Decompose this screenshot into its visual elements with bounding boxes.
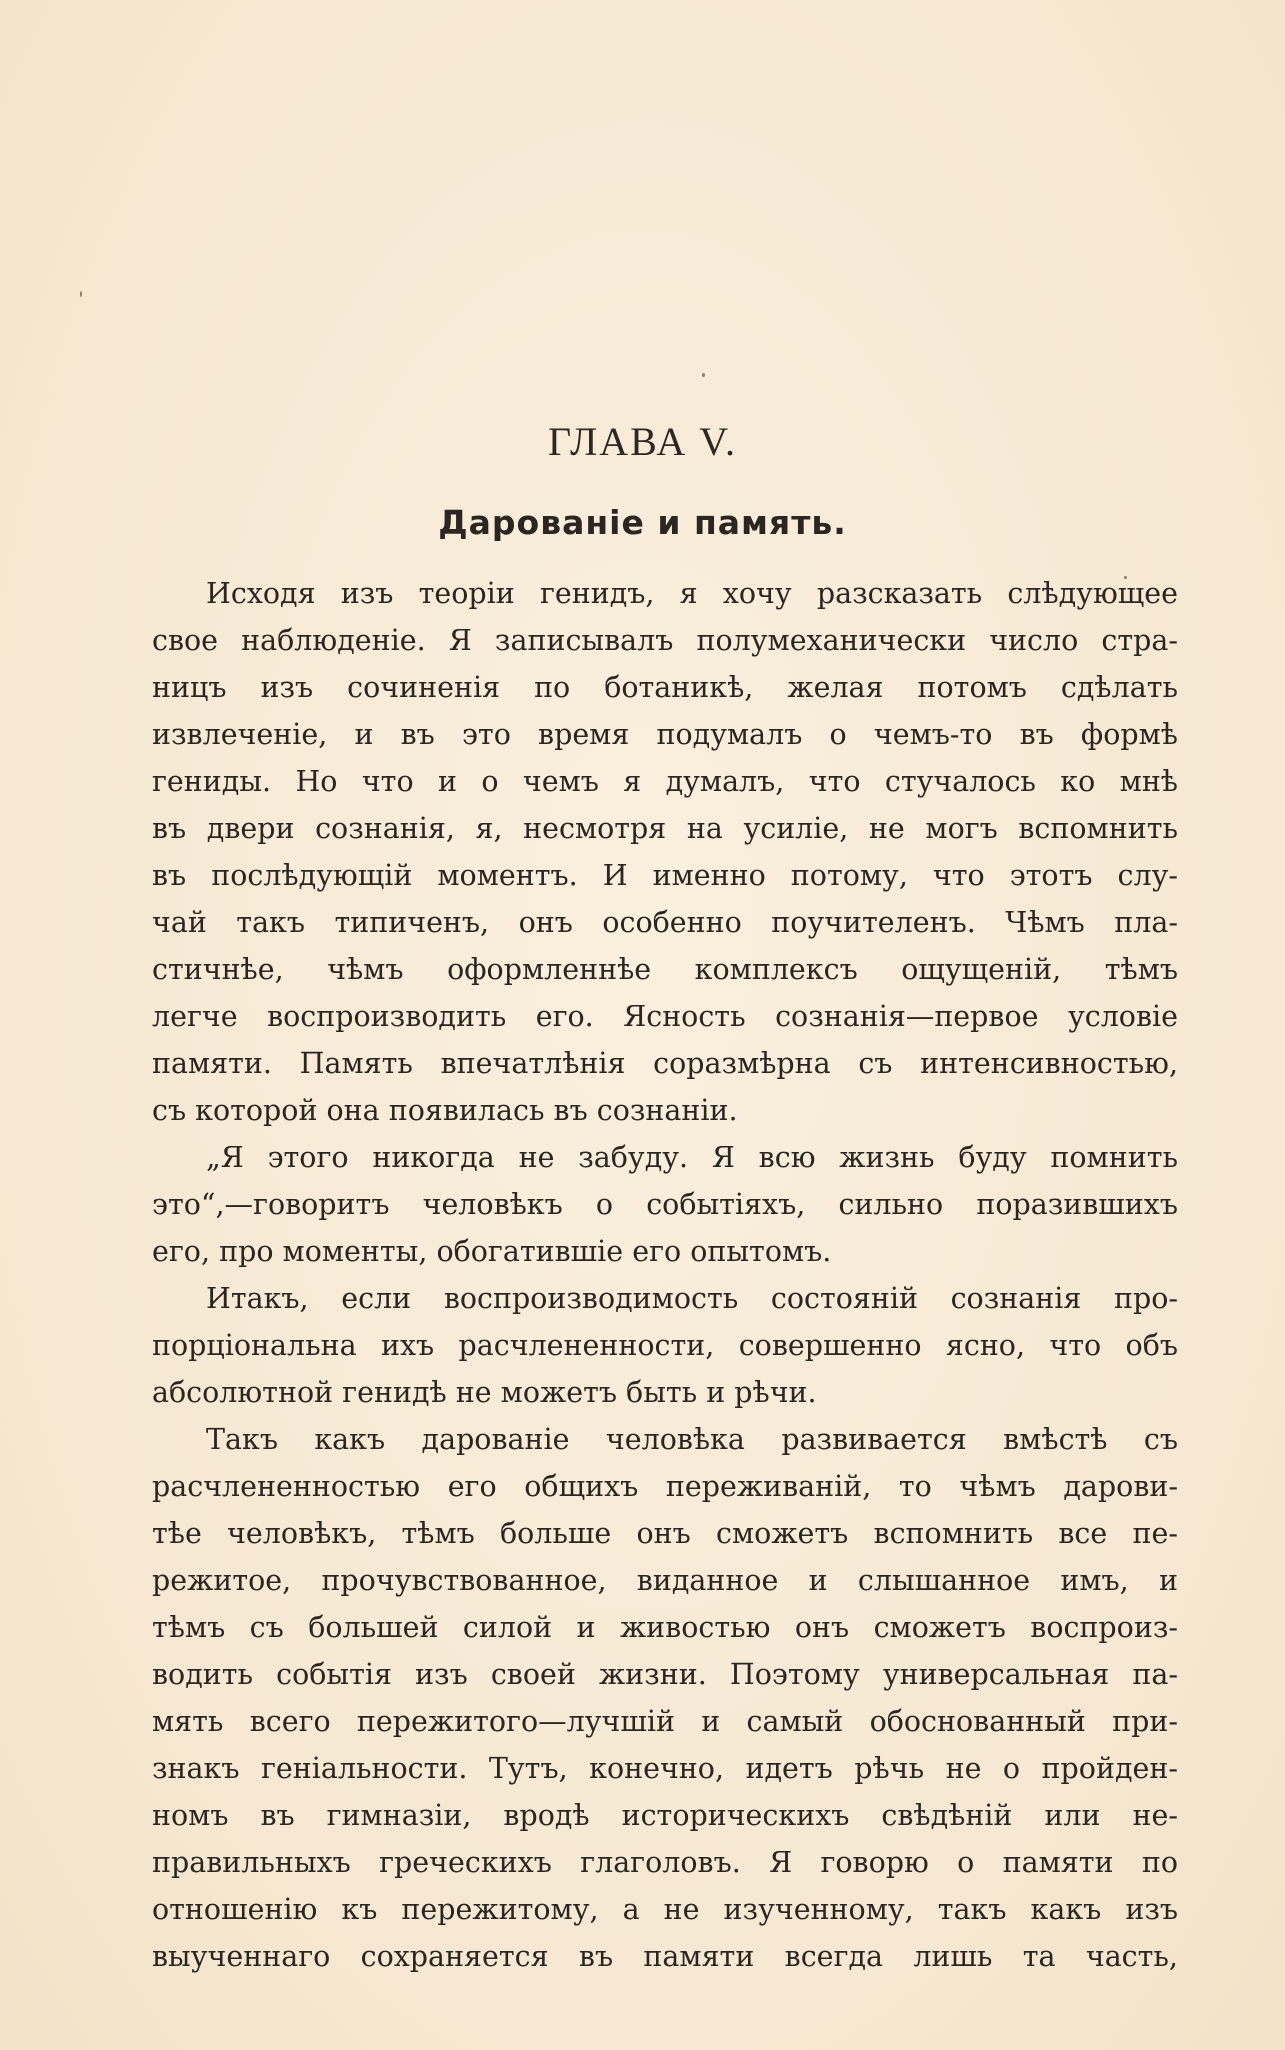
text-line: стичнѣе, чѣмъ оформленнѣе комплексъ ощущеній, тѣмъ [152, 953, 1178, 986]
text-line: легче воспроизводить его. Ясность сознанія—первое условіе [152, 1000, 1178, 1033]
text-line: режитое, прочувствованное, виданное и слышанное имъ, и [152, 1564, 1178, 1597]
text-line: Такъ какъ дарованіе человѣка развивается вмѣстѣ съ [206, 1423, 1178, 1456]
text-line: тѣе человѣкъ, тѣмъ больше онъ сможетъ вспомнить все пе- [152, 1517, 1178, 1550]
text-line: его, про моменты, обогатившіе его опытомъ. [152, 1235, 832, 1268]
text-line: тѣмъ съ большей силой и живостью онъ сможетъ воспроиз- [152, 1611, 1178, 1644]
text-line: ницъ изъ сочиненія по ботаникѣ, желая потомъ сдѣлать [152, 671, 1178, 704]
text-line: водить событія изъ своей жизни. Поэтому универсальная па- [152, 1658, 1178, 1691]
text-line: знакъ геніальности. Тутъ, конечно, идетъ рѣчь не о пройден- [152, 1752, 1178, 1785]
text-line: это“,—говоритъ человѣкъ о событіяхъ, сильно поразившихъ [152, 1188, 1178, 1221]
text-line: въ двери сознанія, я, несмотря на усиліе, не могъ вспомнить [152, 812, 1178, 845]
paper-speck [80, 291, 82, 297]
text-line: правильныхъ греческихъ глаголовъ. Я говорю о памяти по [152, 1846, 1178, 1879]
text-line: въ послѣдующій моментъ. И именно потому, что этотъ слу- [152, 859, 1178, 892]
text-line: номъ въ гимназіи, вродѣ историческихъ свѣдѣній или не- [152, 1799, 1178, 1832]
text-line: расчлененностью его общихъ переживаній, то чѣмъ дарови- [152, 1470, 1178, 1503]
text-line: „Я этого никогда не забуду. Я всю жизнь буду помнить [206, 1141, 1178, 1174]
text-line: извлеченіе, и въ это время подумалъ о чемъ-то въ формѣ [152, 718, 1178, 751]
text-line: Исходя изъ теоріи генидъ, я хочу разсказать слѣдующее [206, 577, 1178, 610]
paper-speck [702, 373, 705, 377]
body-text [152, 570, 1178, 1980]
text-line: порціональна ихъ расчлененности, совершенно ясно, что объ [152, 1329, 1178, 1362]
text-line: гениды. Но что и о чемъ я думалъ, что стучалось ко мнѣ [152, 765, 1178, 798]
text-line: выученнаго сохраняется въ памяти всегда лишь та часть, [152, 1940, 1178, 1973]
section-title: Дарованіе и память. [438, 503, 847, 542]
chapter-heading: ГЛАВА V. [548, 419, 737, 464]
text-line: Итакъ, если воспроизводимость состояній сознанія про- [206, 1282, 1178, 1315]
text-line: съ которой она появилась въ сознаніи. [152, 1094, 738, 1127]
text-line: отношенію къ пережитому, а не изученному, такъ какъ изъ [152, 1893, 1178, 1926]
text-line: мять всего пережитого—лучшій и самый обоснованный при- [152, 1705, 1178, 1738]
text-line: свое наблюденіе. Я записывалъ полумеханически число стра- [152, 624, 1178, 657]
text-line: памяти. Память впечатлѣнія соразмѣрна съ интенсивностью, [152, 1047, 1178, 1080]
text-line: абсолютной генидѣ не можетъ быть и рѣчи. [152, 1376, 817, 1409]
text-line: чай такъ типиченъ, онъ особенно поучителенъ. Чѣмъ пла- [152, 906, 1178, 939]
